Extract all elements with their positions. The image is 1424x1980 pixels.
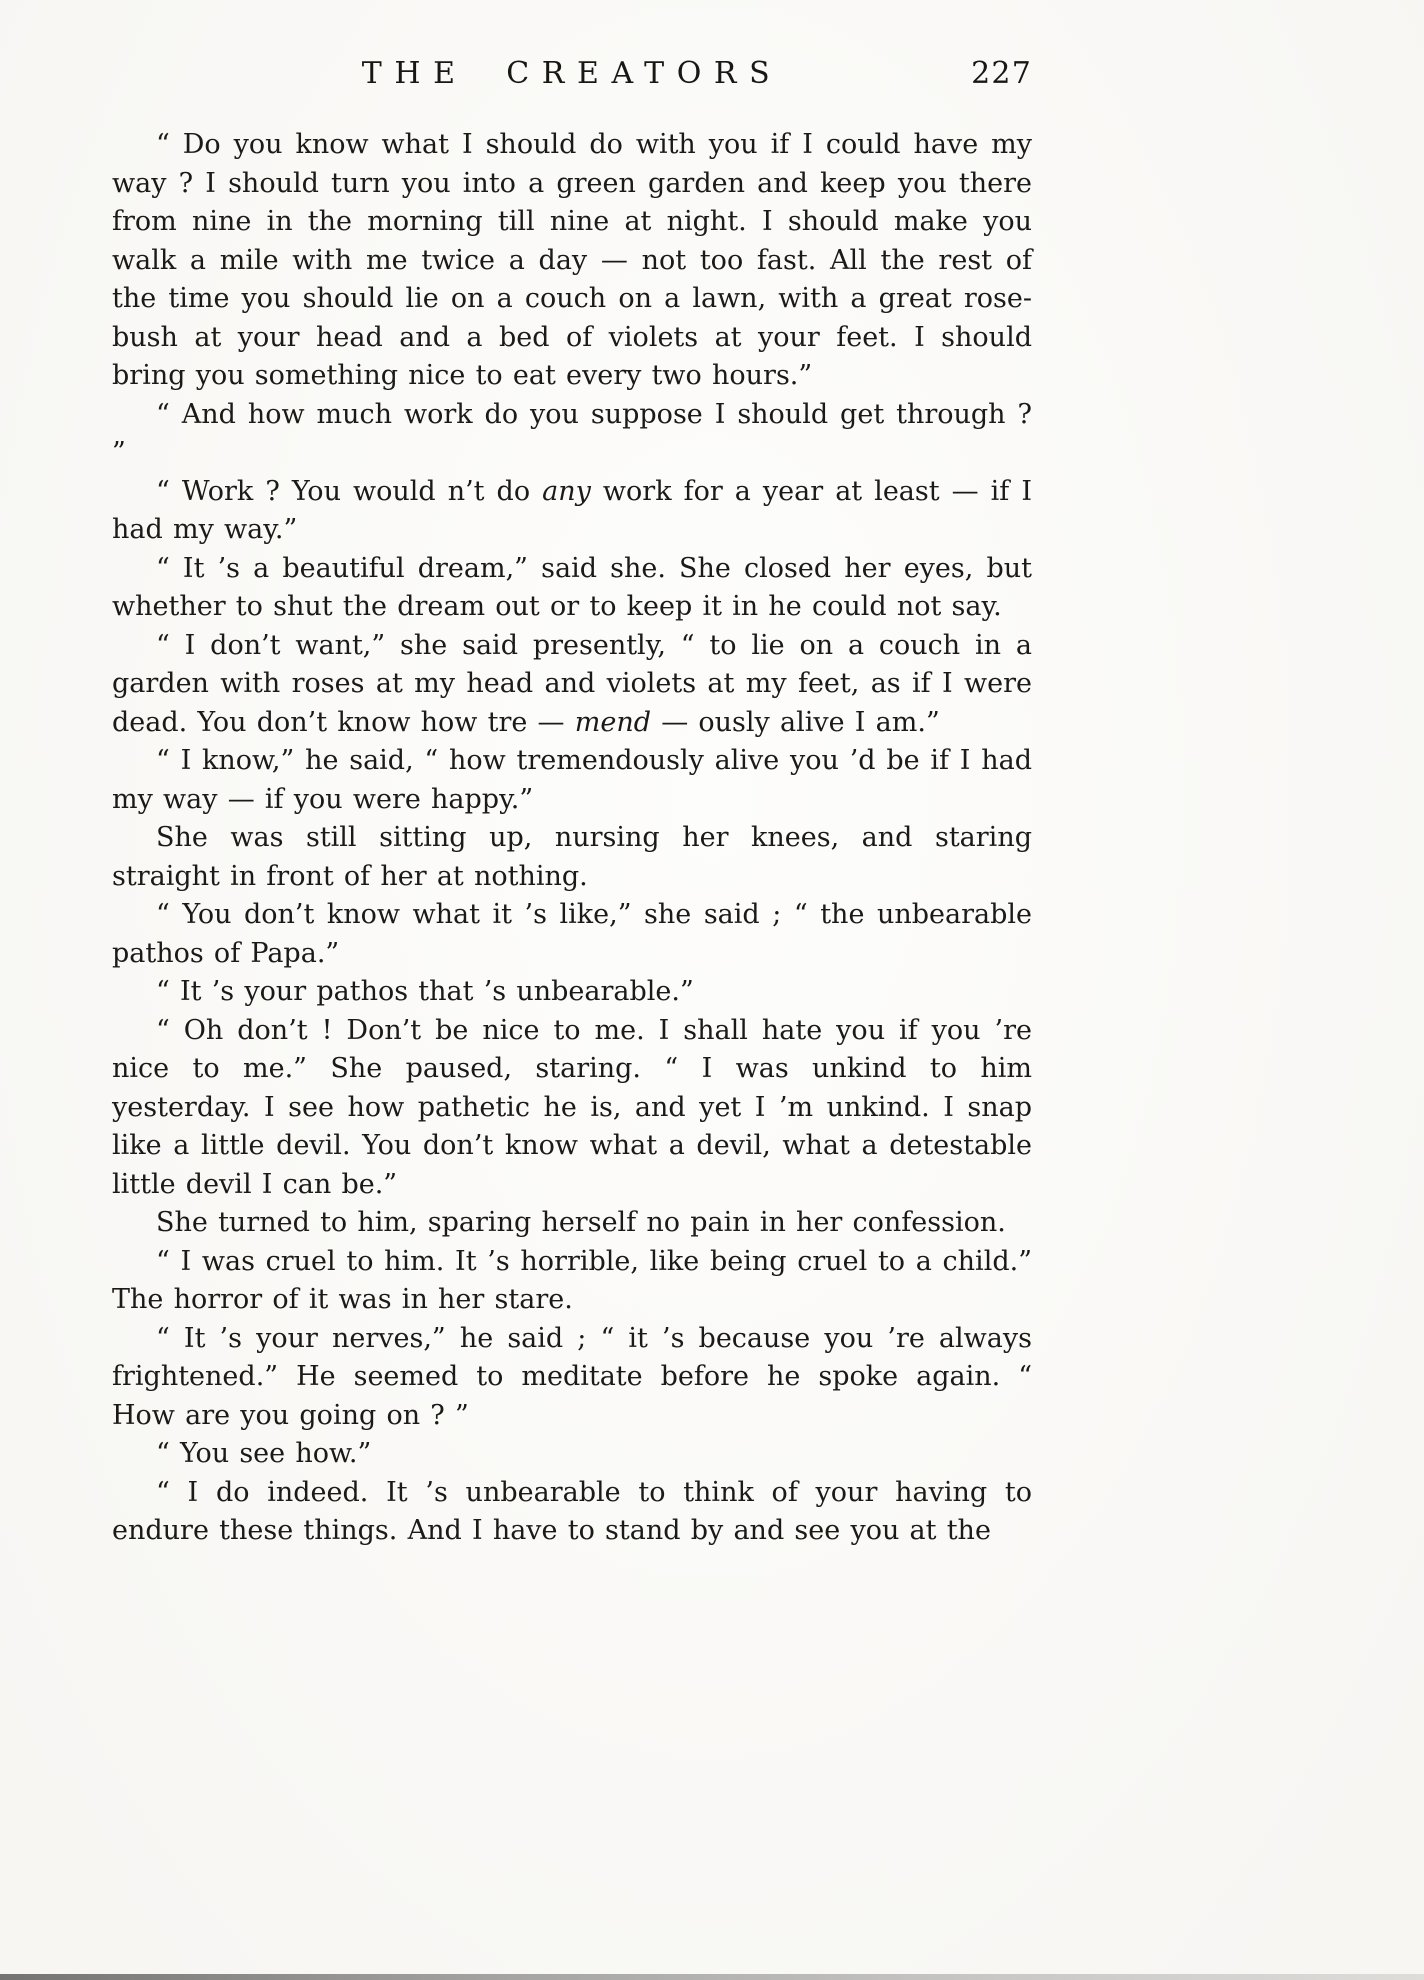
paragraph xyxy=(112,1012,1032,1205)
italic-text-run: any xyxy=(542,475,591,507)
paragraph xyxy=(112,1320,1032,1436)
text-run: “ And how much work do you suppose I should get through ? ” xyxy=(112,398,1032,468)
text-run: “ It ’s a beautiful dream,” said she. She closed her eyes, but whether to shut the dream out or to keep it in he could not say. xyxy=(112,552,1032,622)
text-run: She turned to him, sparing herself no pain in her confession. xyxy=(156,1207,1006,1238)
text-run: “ It ’s your nerves,” he said ; “ it ’s because you ’re always frightened.” He seemed to meditate before he spoke again. “ How are you going on ? ” xyxy=(112,1322,1032,1431)
text-run: “ I was cruel to him. It ’s horrible, like being cruel to a child.” The horror of it was in her stare. xyxy=(112,1245,1032,1315)
text-run: “ Do you know what I should do with you if I could have my way ? I should turn you into a green garden and keep you there from nine in the morning till nine at night. I should make you walk a mile with me twice a day — not too fast. All the rest of the time you should lie on a couch on a lawn, with a great rose-bush at your head and a bed of violets at your feet. I should bring you something nice to eat every two hours.” xyxy=(112,129,1032,391)
text-run: “ I don’t want,” she said presently, “ to lie on a couch in a garden with roses at my head and violets at my feet, as if I were dead. You don’t know how tre — xyxy=(112,629,1032,738)
paragraph xyxy=(112,1243,1032,1320)
paragraph xyxy=(112,126,1032,396)
text-run: “ You don’t know what it ’s like,” she said ; “ the unbearable pathos of Papa.” xyxy=(112,899,1032,969)
paragraph xyxy=(112,896,1032,973)
scan-edge-artifact xyxy=(0,1974,1424,1980)
text-block xyxy=(112,126,1032,1551)
paragraph xyxy=(112,1474,1032,1551)
paragraph xyxy=(112,742,1032,819)
paragraph xyxy=(112,973,1032,1012)
page-header xyxy=(112,56,1032,100)
text-run: “ It ’s your pathos that ’s unbearable.” xyxy=(156,976,694,1007)
text-run: “ Work ? You would n’t do xyxy=(156,475,543,507)
paragraph xyxy=(112,473,1032,550)
text-run: “ I know,” he said, “ how tremendously alive you ’d be if I had my way — if you were happy.” xyxy=(112,745,1032,815)
paragraph xyxy=(112,1435,1032,1474)
paragraph xyxy=(112,1204,1032,1243)
text-run: She was still sitting up, nursing her knees, and staring straight in front of her at nothing. xyxy=(112,822,1032,892)
text-run: — ously alive I am.” xyxy=(651,706,940,738)
text-run: work for a year at least — if I had my way.” xyxy=(112,475,1032,545)
italic-text-run: mend xyxy=(574,706,651,738)
text-run: “ You see how.” xyxy=(156,1438,372,1469)
text-run: “ Oh don’t ! Don’t be nice to me. I shall hate you if you ’re nice to me.” She paused, staring. “ I was unkind to him yesterday. I see how pathetic he is, and yet I ’m unkind. I snap like a little devil. You don’t know what a devil, what a detestable little devil I can be.” xyxy=(112,1014,1032,1200)
paragraph xyxy=(112,627,1032,743)
paragraph xyxy=(112,550,1032,627)
paragraph xyxy=(112,819,1032,896)
text-run: “ I do indeed. It ’s unbearable to think of your having to endure these things. And I have to stand by and see you at the xyxy=(112,1476,1032,1546)
page-number: 227 xyxy=(971,56,1032,91)
running-title: THE CREATORS xyxy=(361,56,783,91)
paragraph xyxy=(112,396,1032,473)
